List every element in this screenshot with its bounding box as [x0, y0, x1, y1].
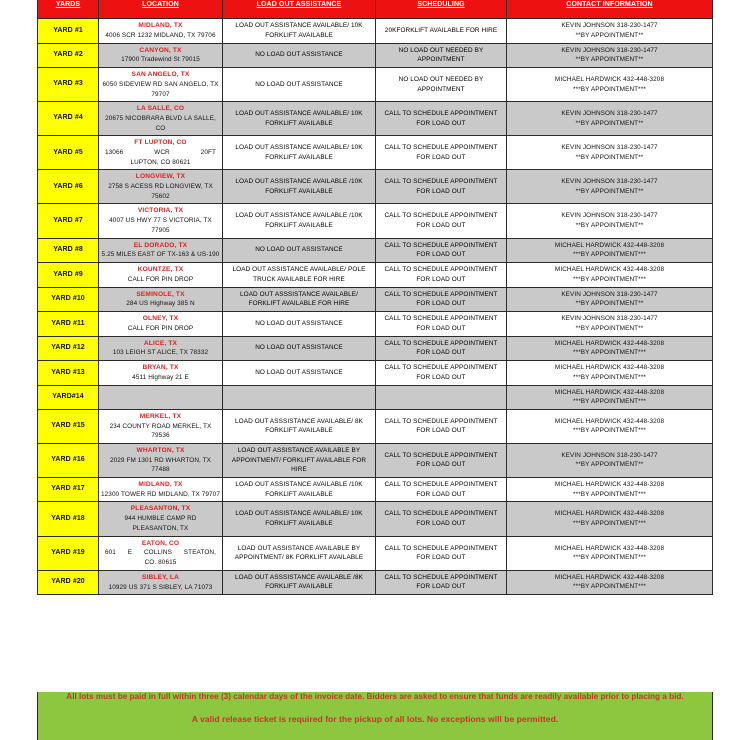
column-header-contact-information: CONTACT INFORMATION [507, 0, 713, 19]
contact-information-cell [507, 361, 713, 386]
location-cell [99, 170, 223, 204]
contact-information-cell [507, 19, 713, 44]
table-row [38, 68, 713, 102]
yard-number-cell: YARD #10 [38, 287, 99, 312]
location-city: MERKEL, TX [139, 412, 182, 420]
location-cell [99, 361, 223, 386]
contact-name-phone: MICHAEL HARDWICK 432-448-3208 [554, 75, 665, 83]
contact-name-phone: MICHAEL HARDWICK 432-448-3208 [554, 364, 665, 372]
table-row [38, 204, 713, 238]
contact-name-phone: MICHAEL HARDWICK 432-448-3208 [554, 481, 665, 489]
column-header-scheduling: SCHEDULING [376, 0, 507, 19]
load-out-assistance-cell: LOAD OUT ASSSISTANCE AVAILABLE/ 8K FORKLIFT AVAILABLE [223, 409, 376, 443]
location-cell [99, 312, 223, 337]
contact-appointment-note: **BY APPOINTMENT** [575, 324, 644, 332]
table-row [38, 409, 713, 443]
contact-information-cell [507, 312, 713, 337]
load-out-assistance-cell: LOAD OUT ASSISTANCE AVAILABLE BY APPOINTMENT/ FORKLIFT AVAILABLE FOR HIRE [223, 443, 376, 477]
location-cell [99, 204, 223, 238]
location-cell [99, 443, 223, 477]
location-cell [99, 43, 223, 68]
contact-appointment-note: ***BY APPOINTMENT*** [573, 554, 646, 562]
contact-name-phone: KEVIN JOHNSON 318-230-1477 [561, 144, 658, 152]
location-cell [99, 502, 223, 536]
location-city: ALICE, TX [143, 339, 178, 347]
scheduling-cell: CALL TO SCHEDULE APPOINTMENT FOR LOAD OUT [376, 102, 507, 136]
contact-information-cell [507, 68, 713, 102]
location-address: CALL FOR PIN DROP [127, 324, 194, 332]
location-city: MIDLAND, TX [138, 22, 183, 29]
table-row [38, 238, 713, 263]
contact-information-cell [507, 43, 713, 68]
location-city: PLEASANTON, TX [130, 505, 191, 513]
scheduling-cell: CALL TO SCHEDULE APPOINTMENT FOR LOAD OUT [376, 312, 507, 337]
contact-appointment-note: **BY APPOINTMENT** [575, 56, 644, 64]
contact-appointment-note: ***BY APPOINTMENT*** [573, 275, 646, 283]
scheduling-cell: CALL TO SCHEDULE APPOINTMENT FOR LOAD OUT [376, 361, 507, 386]
yard-number-cell: YARD #1 [38, 19, 99, 44]
contact-name-phone: KEVIN JOHNSON 318-230-1477 [561, 451, 658, 459]
load-out-assistance-cell: LOAD OUT ASSISTANCE AVAILABLE/ 10K FORKLIFT AVAILABLE [223, 19, 376, 44]
table-row [38, 43, 713, 68]
location-cell [99, 287, 223, 312]
location-address: 944 HUMBLE CAMP RD PLEASANTON, TX [124, 515, 197, 532]
scheduling-cell: CALL TO SCHEDULE APPOINTMENT FOR LOAD OUT [376, 238, 507, 263]
contact-information-cell [507, 102, 713, 136]
scheduling-cell: CALL TO SCHEDULE APPOINTMENT FOR LOAD OUT [376, 136, 507, 170]
contact-information-cell [507, 536, 713, 570]
scheduling-cell [376, 385, 507, 409]
location-cell [99, 68, 223, 102]
yard-number-cell: YARD #8 [38, 238, 99, 263]
location-cell [99, 536, 223, 570]
scheduling-cell: CALL TO SCHEDULE APPOINTMENT FOR LOAD OUT [376, 204, 507, 238]
table-row [38, 361, 713, 386]
scheduling-cell: CALL TO SCHEDULE APPOINTMENT FOR LOAD OUT [376, 336, 507, 361]
contact-name-phone: KEVIN JOHNSON 318-230-1477 [561, 315, 658, 323]
load-out-assistance-cell: LOAD OUT ASSISTANCE AVAILABLE/ 10K FORKLIFT AVAILABLE [223, 502, 376, 536]
contact-appointment-note: **BY APPOINTMENT** [575, 31, 644, 39]
location-address-line-1 [101, 148, 220, 158]
contact-name-phone: KEVIN JOHNSON 318-230-1477 [561, 290, 658, 298]
table-row [38, 443, 713, 477]
scheduling-cell: CALL TO SCHEDULE APPOINTMENT FOR LOAD OUT [376, 409, 507, 443]
location-address-city-fragment: EATON, [192, 549, 216, 557]
contact-name-phone: KEVIN JOHNSON 318-230-1477 [561, 110, 658, 118]
location-address-street: 13066 WCR 20 [105, 149, 208, 157]
location-cell [99, 477, 223, 502]
load-out-assistance-cell: NO LOAD OUT ASSISTANCE [223, 336, 376, 361]
yard-number-cell: YARD #18 [38, 502, 99, 536]
location-city: SEMINOLE, TX [136, 290, 185, 298]
contact-information-cell [507, 238, 713, 263]
scheduling-cell: CALL TO SCHEDULE APPOINTMENT FOR LOAD OUT [376, 570, 507, 595]
contact-appointment-note: **BY APPOINTMENT** [575, 221, 644, 229]
load-out-assistance-cell [223, 385, 376, 409]
table-row [38, 136, 713, 170]
table-row [38, 570, 713, 595]
location-address-line-1 [101, 548, 220, 558]
yard-number-cell: YARD #6 [38, 170, 99, 204]
table-row [38, 336, 713, 361]
contact-appointment-note: **BY APPOINTMENT** [575, 300, 644, 308]
contact-appointment-note: **BY APPOINTMENT** [575, 153, 644, 161]
location-address-street: 601 E COLLINS ST [105, 549, 193, 557]
scheduling-cell: CALL TO SCHEDULE APPOINTMENT FOR LOAD OUT [376, 170, 507, 204]
load-out-assistance-cell: LOAD OUT ASSISTANCE AVAILABLE /10K FORKLIFT AVAILABLE [223, 170, 376, 204]
yard-number-cell: YARD #13 [38, 361, 99, 386]
location-city: EL DORADO, TX [133, 241, 188, 249]
location-city: OLNEY, TX [142, 315, 179, 323]
scheduling-cell: CALL TO SCHEDULE APPOINTMENT FOR LOAD OUT [376, 502, 507, 536]
contact-appointment-note: **BY APPOINTMENT** [575, 187, 644, 195]
location-city: LONGVIEW, TX [135, 173, 186, 181]
scheduling-cell: CALL TO SCHEDULE APPOINTMENT FOR LOAD OUT [376, 263, 507, 288]
yard-number-cell: YARD #17 [38, 477, 99, 502]
contact-name-phone: MICHAEL HARDWICK 432-448-3208 [554, 339, 665, 347]
contact-information-cell [507, 287, 713, 312]
load-out-assistance-cell: LOAD OUT ASSISTANCE AVAILABLE /10K FORKLIFT AVAILABLE [223, 204, 376, 238]
table-row [38, 102, 713, 136]
contact-information-cell [507, 409, 713, 443]
contact-name-phone: KEVIN JOHNSON 318-230-1477 [561, 212, 658, 220]
table-row [38, 502, 713, 536]
yard-number-cell: YARD #2 [38, 43, 99, 68]
contact-appointment-note: **BY APPOINTMENT** [575, 461, 644, 469]
location-cell [99, 570, 223, 595]
contact-appointment-note: ***BY APPOINTMENT*** [573, 520, 646, 528]
load-out-assistance-cell: LOAD OUT ASSISTANCE AVAILABLE/ 10K FORKLIFT AVAILABLE [223, 102, 376, 136]
load-out-assistance-cell: NO LOAD OUT ASSISTANCE [223, 238, 376, 263]
load-out-assistance-cell: LOAD OUT ASSISTANCE AVAILABLE/ 10K FORKLIFT AVAILABLE [223, 136, 376, 170]
table-row [38, 19, 713, 44]
location-address: 12300 TOWER RD MIDLAND, TX 79707 [101, 490, 220, 498]
yard-number-cell: YARD #11 [38, 312, 99, 337]
contact-information-cell [507, 502, 713, 536]
yard-number-cell: YARD #15 [38, 409, 99, 443]
contact-appointment-note: ***BY APPOINTMENT*** [573, 490, 646, 498]
location-city: SAN ANGELO, TX [131, 71, 190, 78]
location-cell [99, 136, 223, 170]
contact-appointment-note: ***BY APPOINTMENT*** [573, 427, 646, 435]
contact-name-phone: MICHAEL HARDWICK 432-448-3208 [554, 266, 665, 274]
location-city: SIBLEY, LA [141, 573, 180, 581]
location-address: 20675 NICOBRARA BLVD LA SALLE, CO [105, 115, 216, 132]
location-address: 5.25 MILES EAST OF TX-163 & US-190 [101, 251, 220, 259]
location-address: CALL FOR PIN DROP [127, 275, 194, 283]
contact-name-phone: KEVIN JOHNSON 318-230-1477 [561, 46, 658, 54]
contact-information-cell [507, 385, 713, 409]
contact-appointment-note: **BY APPOINTMENT** [575, 119, 644, 127]
contact-name-phone: MICHAEL HARDWICK 432-448-3208 [554, 417, 665, 425]
table-row [38, 477, 713, 502]
yard-number-cell: YARD #5 [38, 136, 99, 170]
contact-appointment-note: ***BY APPOINTMENT*** [573, 398, 646, 406]
contact-name-phone: MICHAEL HARDWICK 432-448-3208 [554, 544, 665, 552]
yard-number-cell: YARD#14 [38, 385, 99, 409]
location-cell [99, 409, 223, 443]
table-header-row [38, 0, 713, 19]
load-out-assistance-cell: NO LOAD OUT ASSISTANCE [223, 361, 376, 386]
yard-number-cell: YARD #4 [38, 102, 99, 136]
column-header-load-out-assistance: LOAD OUT ASSISTANCE [223, 0, 376, 19]
location-address: 4006 SCR 1232 MIDLAND, TX 79706 [105, 31, 216, 39]
yard-number-cell: YARD #16 [38, 443, 99, 477]
location-address: 2758 S ACESS RD LONGVIEW, TX 75602 [108, 183, 213, 200]
table-row [38, 287, 713, 312]
location-city: MIDLAND, TX [138, 480, 183, 488]
load-out-assistance-cell: LOAD OUT ASSISTANCE AVAILABLE/ POLE TRUCK AVAILABLE FOR HIRE [223, 263, 376, 288]
location-cell [99, 238, 223, 263]
contact-information-cell [507, 336, 713, 361]
contact-appointment-note: ***BY APPOINTMENT*** [573, 373, 646, 381]
yard-number-cell: YARD #3 [38, 68, 99, 102]
location-cell [99, 19, 223, 44]
scheduling-cell: CALL TO SCHEDULE APPOINTMENT FOR LOAD OUT [376, 287, 507, 312]
yard-number-cell: YARD #7 [38, 204, 99, 238]
scheduling-cell: NO LOAD OUT NEEDED BY APPOINTMENT [376, 68, 507, 102]
contact-information-cell [507, 477, 713, 502]
table-row [38, 170, 713, 204]
contact-appointment-note: ***BY APPOINTMENT*** [573, 583, 646, 591]
location-address-city-fragment: FT [207, 149, 216, 157]
contact-appointment-note: ***BY APPOINTMENT*** [573, 85, 646, 93]
scheduling-cell: 20KFORKLIFT AVAILABLE FOR HIRE [376, 19, 507, 44]
location-address: 10929 US 371 S SIBLEY, LA 71073 [108, 583, 213, 591]
table-row [38, 536, 713, 570]
location-address: 17900 Tradewind St 79015 [121, 56, 200, 64]
location-cell [99, 263, 223, 288]
yard-number-cell: YARD #9 [38, 263, 99, 288]
contact-name-phone: MICHAEL HARDWICK 432-448-3208 [554, 241, 665, 249]
location-address: 234 COUNTY ROAD MERKEL, TX 79536 [109, 422, 212, 440]
location-cell [99, 336, 223, 361]
location-address: 284 US Highway 385 N [126, 300, 195, 308]
terms-footer [37, 692, 713, 740]
table-row [38, 312, 713, 337]
location-address-line-2: CO. 80615 [144, 559, 177, 567]
location-city: KOUNTZE, TX [137, 266, 184, 274]
location-city: EATON, CO [141, 539, 180, 547]
contact-name-phone: MICHAEL HARDWICK 432-448-3208 [554, 573, 665, 581]
location-city: CANYON, TX [139, 46, 182, 54]
location-address: 103 LEIGH ST ALICE, TX 78332 [112, 349, 209, 357]
contact-information-cell [507, 443, 713, 477]
load-out-assistance-cell: LOAD OUT ASSISTANCE AVAILABLE /10K FORKLIFT AVAILABLE [223, 477, 376, 502]
location-cell [99, 102, 223, 136]
yard-number-cell: YARD #19 [38, 536, 99, 570]
footer-release-ticket-terms: A valid release ticket is required for the pickup of all lots. No exceptions will be permitted. [191, 713, 559, 724]
load-out-assistance-cell: NO LOAD OUT ASSISTANCE [223, 43, 376, 68]
scheduling-cell: CALL TO SCHEDULE APPOINTMENT FOR LOAD OUT [376, 536, 507, 570]
location-city: LA SALLE, CO [136, 105, 185, 113]
contact-name-phone: KEVIN JOHNSON 318-230-1477 [561, 22, 658, 30]
location-address: 6050 SIDEVIEW RD SAN ANGELO, TX 79707 [102, 80, 219, 98]
contact-information-cell [507, 170, 713, 204]
scheduling-cell: CALL TO SCHEDULE APPOINTMENT FOR LOAD OUT [376, 443, 507, 477]
table-row [38, 385, 713, 409]
yard-number-cell: YARD #20 [38, 570, 99, 595]
location-city: WHARTON, TX [136, 446, 185, 454]
yard-information-table [37, 0, 713, 595]
location-cell [99, 385, 223, 409]
load-out-assistance-cell: LOAD OUT ASSSISTANCE AVAILABLE/ FORKLIFT AVAILABLE FOR HIRE [223, 287, 376, 312]
contact-name-phone: MICHAEL HARDWICK 432-448-3208 [554, 388, 665, 396]
contact-appointment-note: ***BY APPOINTMENT*** [573, 251, 646, 259]
contact-appointment-note: ***BY APPOINTMENT*** [573, 349, 646, 357]
contact-name-phone: MICHAEL HARDWICK 432-448-3208 [554, 510, 665, 518]
footer-payment-terms: All lots must be paid in full within three (3) calendar days of the invoice date. Bidders are asked to ensure that funds are readily available prior to placing a bid. [66, 692, 684, 701]
contact-information-cell [507, 136, 713, 170]
yard-number-cell: YARD #12 [38, 336, 99, 361]
contact-information-cell [507, 204, 713, 238]
contact-information-cell [507, 263, 713, 288]
load-out-assistance-cell: LOAD OUT ASSSISTANCE AVAILABLE /8K FORKLIFT AVAILABLE [223, 570, 376, 595]
contact-information-cell [507, 570, 713, 595]
column-header-yard: YARDS [38, 0, 99, 19]
load-out-assistance-cell: NO LOAD OUT ASSISTANCE [223, 68, 376, 102]
location-address: 4007 US HWY 77 S VICTORIA, TX 77905 [109, 217, 212, 234]
contact-name-phone: KEVIN JOHNSON 318-230-1477 [561, 178, 658, 186]
location-address: 2029 FM 1301 RD WHARTON, TX 77488 [109, 456, 212, 474]
scheduling-cell: CALL TO SCHEDULE APPOINTMENT FOR LOAD OUT [376, 477, 507, 502]
location-city: FT LUPTON, CO [134, 139, 187, 147]
table-row [38, 263, 713, 288]
load-out-assistance-cell: NO LOAD OUT ASSISTANCE [223, 312, 376, 337]
column-header-location: LOCATION [99, 0, 223, 19]
location-address-line-2: LUPTON, CO 80621 [130, 158, 191, 166]
load-out-assistance-cell: LOAD OUT ASSISTANCE AVAILABLE BY APPOINTMENT/ 8K FORKLIFT AVAILABLE [223, 536, 376, 570]
location-address: 4511 Highway 21 E [132, 373, 189, 381]
location-city: VICTORIA, TX [137, 207, 184, 215]
scheduling-cell: NO LOAD OUT NEEDED BY APPOINTMENT [376, 43, 507, 68]
location-city: BRYAN, TX [142, 364, 179, 372]
table-body [38, 19, 713, 595]
